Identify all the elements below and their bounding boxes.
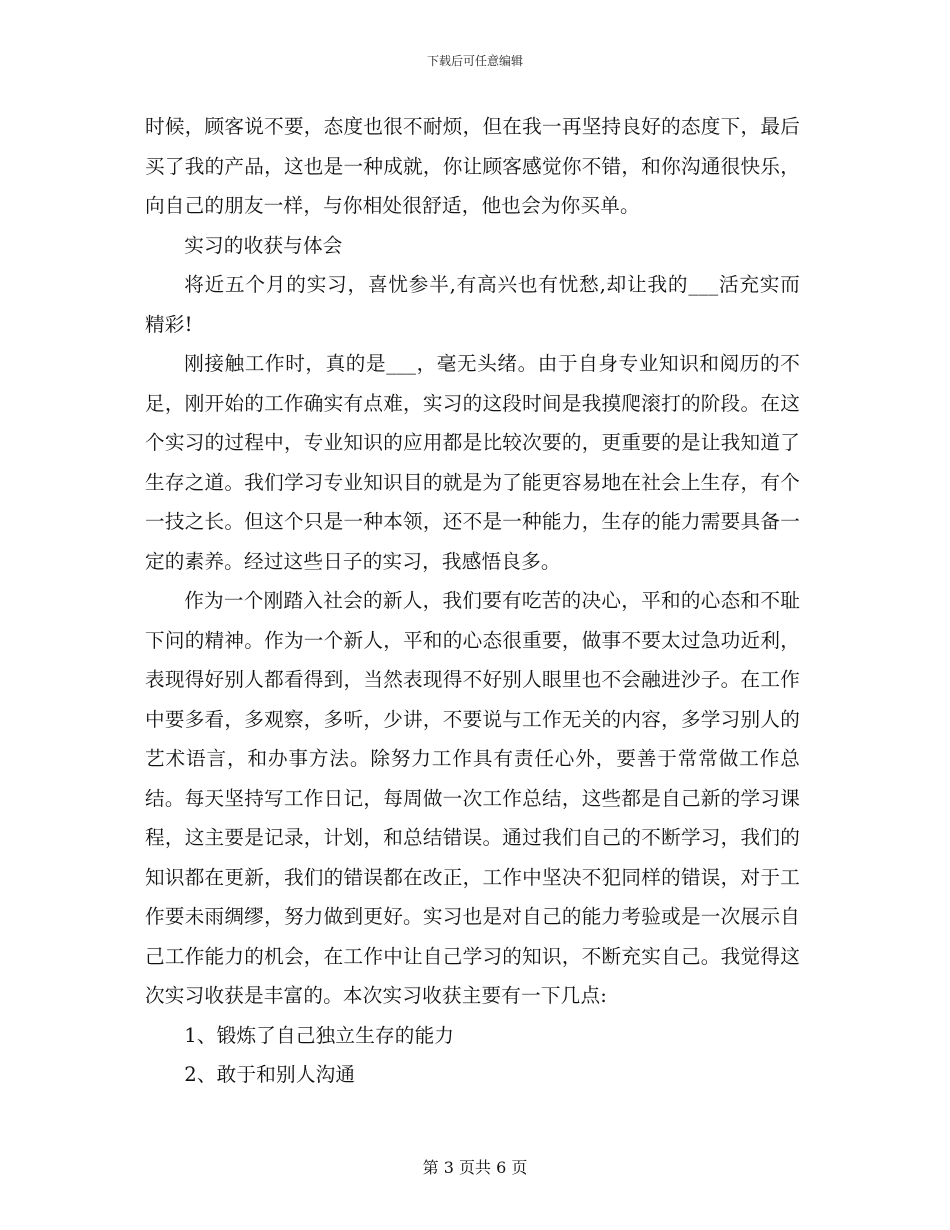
list-item: 1、锻炼了自己独立生存的能力 xyxy=(184,1023,455,1047)
paragraph-continuation: 时候，顾客说不要，态度也很不耐烦，但在我一再坚持良好的态度下，最后买了我的产品，这也是一种成就，你让顾客感觉你不错，和你沟通很快乐，向自己的朋友一样，与你相处很舒适，他也会为你买单。 xyxy=(145,115,800,217)
page-header: 下载后可任意编辑 xyxy=(426,54,523,68)
section-heading: 实习的收获与体会 xyxy=(184,233,343,257)
paragraph: 作为一个刚踏入社会的新人，我们要有吃苦的决心，平和的心态和不耻下问的精神。作为一个新人，平和的心态很重要，做事不要太过急功近利，表现得好别人都看得到，当然表现得不好别人眼里也不会融进沙子。在工作中要多看，多观察，多听，少讲，不要说与工作无关的内容，多学习别人的艺术语言，和办事方法。除努力工作具有责任心外，要善于常常做工作总结。每天坚持写工作日记，每周做一次工作总结，这些都是自己新的学习课程，这主要是记录，计划，和总结错误。通过我们自己的不断学习，我们的知识都在更新，我们的错误都在改正，工作中坚决不犯同样的错误，对于工作要未雨绸缪，努力做到更好。实习也是对自己的能力考验或是一次展示自己工作能力的机会，在工作中让自己学习的知识，不断充实自己。我觉得这次实习收获是丰富的。本次实习收获主要有一下几点: xyxy=(145,589,800,1007)
list-item: 2、敢于和别人沟通 xyxy=(184,1063,356,1086)
paragraph: 将近五个月的实习，喜忧参半,有高兴也有忧愁,却让我的___活充实而精彩! xyxy=(145,273,800,336)
document-body xyxy=(145,107,800,1095)
paragraph: 刚接触工作时，真的是___，毫无头绪。由于自身专业知识和阅历的不足，刚开始的工作确实有点难，实习的这段时间是我摸爬滚打的阶段。在这个实习的过程中，专业知识的应用都是比较次要的，更重要的是让我知道了生存之道。我们学习专业知识目的就是为了能更容易地在社会上生存，有个一技之长。但这个只是一种本领，还不是一种能力，生存的能力需要具备一定的素养。经过这些日子的实习，我感悟良多。 xyxy=(145,352,800,573)
page-number-footer: 第 3 页共 6 页 xyxy=(422,1158,528,1177)
